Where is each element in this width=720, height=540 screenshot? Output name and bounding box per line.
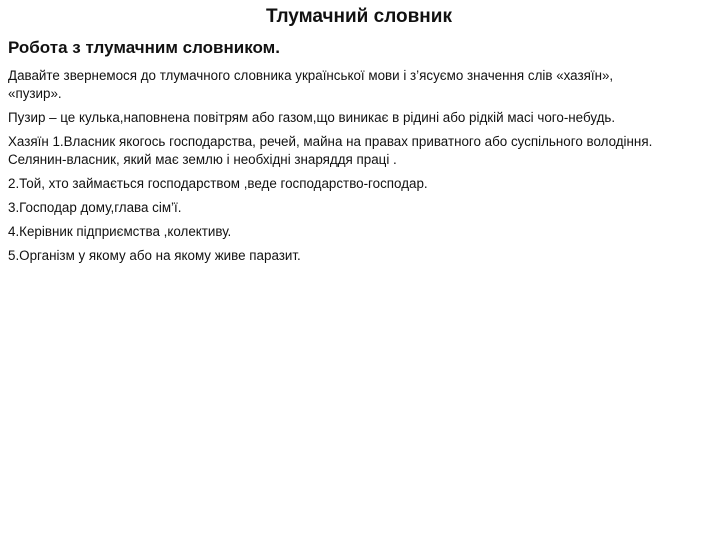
definition-khazyain-4 xyxy=(8,223,710,241)
definition-khazyain-1 xyxy=(8,133,710,169)
text-line: 4.Керівник підприємства ,колективу. xyxy=(8,224,232,239)
text-line: Давайте звернемося до тлумачного словника української мови і з’ясуємо значення слів «хазяїн», xyxy=(8,68,614,83)
text-line: 3.Господар дому,глава сім’ї. xyxy=(8,200,182,215)
page-title: Тлумачний словник xyxy=(266,6,452,27)
section-subtitle: Робота з тлумачним словником. xyxy=(8,38,280,57)
body-text xyxy=(8,67,710,265)
text-line: «пузир». xyxy=(8,86,62,101)
definition-khazyain-3 xyxy=(8,199,710,217)
text-line: 5.Організм у якому або на якому живе паразит. xyxy=(8,248,301,263)
intro-paragraph xyxy=(8,67,710,103)
definition-puzyr xyxy=(8,109,710,127)
text-line: Пузир – це кулька,наповнена повітрям або газом,що виникає в рідині або рідкій масі чого-небудь. xyxy=(8,110,616,125)
definition-khazyain-2 xyxy=(8,175,710,193)
definition-khazyain-5 xyxy=(8,247,710,265)
text-line: Хазяїн 1.Власник якогось господарства, речей, майна на правах приватного або суспільного володіння. xyxy=(8,134,653,149)
text-line: 2.Той, хто займається господарством ,веде господарство-господар. xyxy=(8,176,428,191)
text-line: Селянин-власник, який має землю і необхідні знаряддя праці . xyxy=(8,152,397,167)
